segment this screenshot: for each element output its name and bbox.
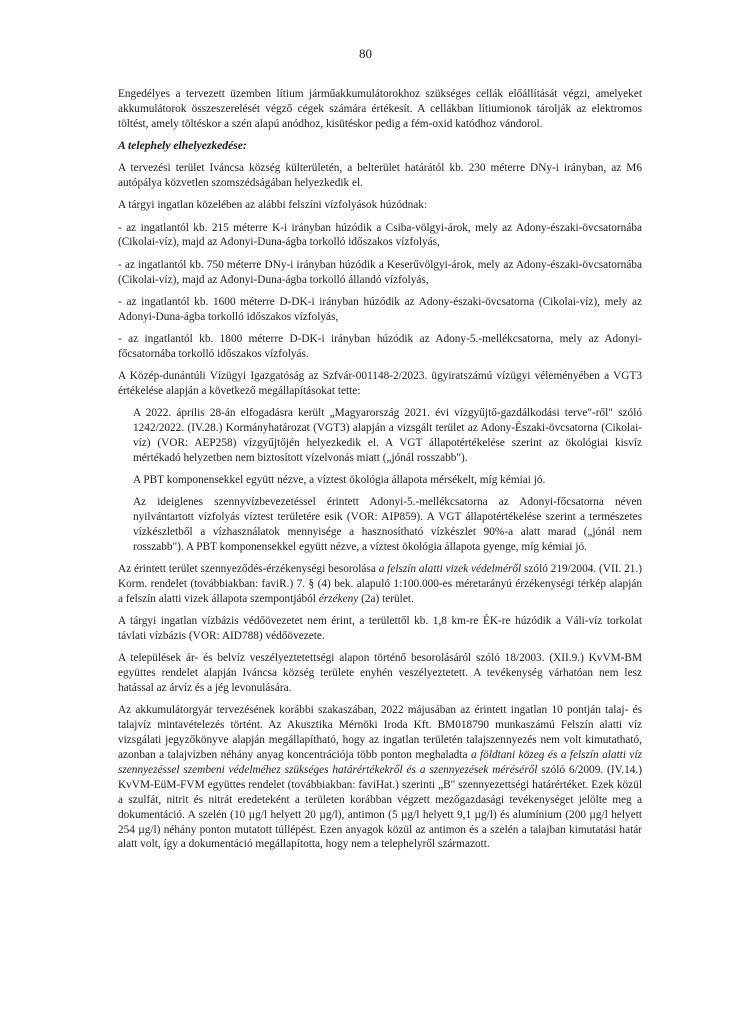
watercourses-intro: A tárgyi ingatlan közelében az alábbi felszíni vízfolyások húzódnak:	[118, 199, 428, 212]
list-item: - az ingatlantól kb. 750 méterre DNy-i irányban húzódik a Keserűvölgyi-árok, mely az Adony-északi-övcsatornába (Cikolai-víz), majd az Adonyi-Duna-ágba torkolló állandó vízfolyás,	[118, 258, 642, 286]
sensitivity-paragraph: Az érintett terület szennyeződés-érzékenységi besorolása a felszín alatti vizek védelméről szóló 219/2004. (VII. 21.) Korm. rendelet (továbbiakban: faviR.) 7. § (4) bek. alapuló 1:100.000-es méretarányú érzékenységi térkép alapján a felszín alatti vizek állapota szempontjából érzékeny (2a) terület.	[118, 563, 643, 605]
page-number: 80	[359, 46, 372, 61]
intro-paragraph: Engedélyes a tervezett üzemben lítium járműakkumulátorokhoz szükséges cellák előállítását végzi, amelyeket akkumulátorok összeszerelését végző cégek számára értékesít. A cellákban lítiumionok tárolják az elektromos töltést, amely töltéskor a szén alapú anódhoz, kisütéskor pedig a fém-oxid katódhoz vándorol.	[118, 88, 642, 130]
section-heading: A telephely elhelyezkedése:	[118, 139, 247, 153]
sampling-paragraph: Az akkumulátorgyár tervezésének korábbi szakaszában, 2022 májusában az érintett ingatlan 10 pontján talaj- és talajvíz mintavételezés történt. Az Akusztika Mérnöki Iroda Kft. BM018790 munkaszámú Felszín alatti víz vizsgálati jegyzőkönyve alapján megállapítható, hogy az ingatlan területén talajszennyezés nem volt kimutatható, azonban a talajvízben néhány anyag koncentrációja több ponton meghaladta a földtani közeg és a felszín alatti víz szennyezéssel szembeni védelméhez szükséges határértékekről és a szennyezések méréséről szóló 6/2009. (IV.14.) KvVM-EüM-FVM együttes rendelet (továbbiakban: faviHat.) szerinti „B" szennyezettségi határértéket. Ezek közül a szulfát, nitrit és nitrát eredeteként a területen korábban végzett mezőgazdasági tevékenységet jelölte meg a dokumentáció. A szelén (10 µg/l helyett 20 µg/l), antimon (5 µg/l helyett 9,1 µg/l) és alumínium (200 µg/l helyett 254 µg/l) néhány ponton mutatott túllépést. Ezen anyagok közül az antimon és a szelén a talajban kimutatási határ alatt volt, így a dokumentáció megállapította, hogy nem a telephelyről származott.	[118, 704, 642, 851]
location-paragraph: A tervezési terület Iváncsa község külterületén, a belterület határától kb. 230 méterre DNy-i irányban, az M6 autópálya közvetlen szomszédságában helyezkedik el.	[118, 162, 642, 190]
list-item: - az ingatlantól kb. 1800 méterre D-DK-i irányban húzódik az Adony-5.-mellékcsatorna, mely az Adonyi-főcsatornába torkolló időszakos vízfolyás.	[118, 332, 642, 360]
list-item: - az ingatlantól kb. 1600 méterre D-DK-i irányban húzódik az Adony-északi-övcsatorna (Cikolai-víz), mely az Adonyi-Duna-ágba torkolló időszakos vízfolyás,	[118, 295, 642, 323]
quoted-block: Az ideiglenes szennyvízbevezetéssel érintett Adonyi-5.-mellékcsatorna az Adonyi-főcsatorna néven nyilvántartott vízfolyás víztest területére esik (VOR: AIP859). A VGT állapotértékelése szerint a természetes vízkészletből a vízhasználatok mennyisége a hasznosítható vízkészlet 90%-a alatt marad („jónál nem rosszabb"). A PBT komponensekkel együtt nézve, a víztest ökológia állapota gyenge, míg kémiai jó.	[133, 496, 642, 553]
quoted-block: A PBT komponensekkel együtt nézve, a víztest ökológia állapota mérsékelt, míg kémiai jó.	[133, 474, 546, 486]
list-item: - az ingatlantól kb. 215 méterre K-i irányban húzódik a Csiba-völgyi-árok, mely az Adony-északi-övcsatornába (Cikolai-víz), majd az Adonyi-Duna-ágba torkolló időszakos vízfolyás,	[118, 221, 642, 249]
quoted-block: A 2022. április 28-án elfogadásra került „Magyarország 2021. évi vízgyűjtő-gazdálkodási terve"-ről" szóló 1242/2022. (IV.28.) Kormányhatározat (VGT3) alapján a vizsgált terület az Adony-Északi-övcsatorna (Cikolai-víz) (VOR: AEP258) vízgyűjtőjén helyezkedik el. A VGT állapotértékelése szerint az ökológiai kisvíz mértékadó helyzetben nem biztosított vízelvonás miatt („jónál rosszabb").	[133, 407, 642, 464]
document-body	[118, 87, 642, 860]
water-authority-paragraph: A Közép-dunántúli Vízügyi Igazgatóság az Szfvár-001148-2/2023. ügyiratszámú vízügyi véleményében a VGT3 értékelése alapján a következő megállapításokat tette:	[118, 369, 642, 397]
water-base-paragraph: A tárgyi ingatlan vízbázis védőövezetet nem érint, a területtől kb. 1,8 km-re ÉK-re húzódik a Váli-víz torkolat távlati vízbázis (VOR: AID788) védőövezete.	[118, 615, 642, 643]
flood-paragraph: A települések ár- és belvíz veszélyeztetettségi alapon történő besorolásáról szóló 18/2003. (XII.9.) KvVM-BM együttes rendelet alapján Iváncsa község területe enyhén veszélyeztetett. A tevékenység várhatóan nem lesz hatással az árvíz és a jég levonulására.	[118, 652, 642, 695]
